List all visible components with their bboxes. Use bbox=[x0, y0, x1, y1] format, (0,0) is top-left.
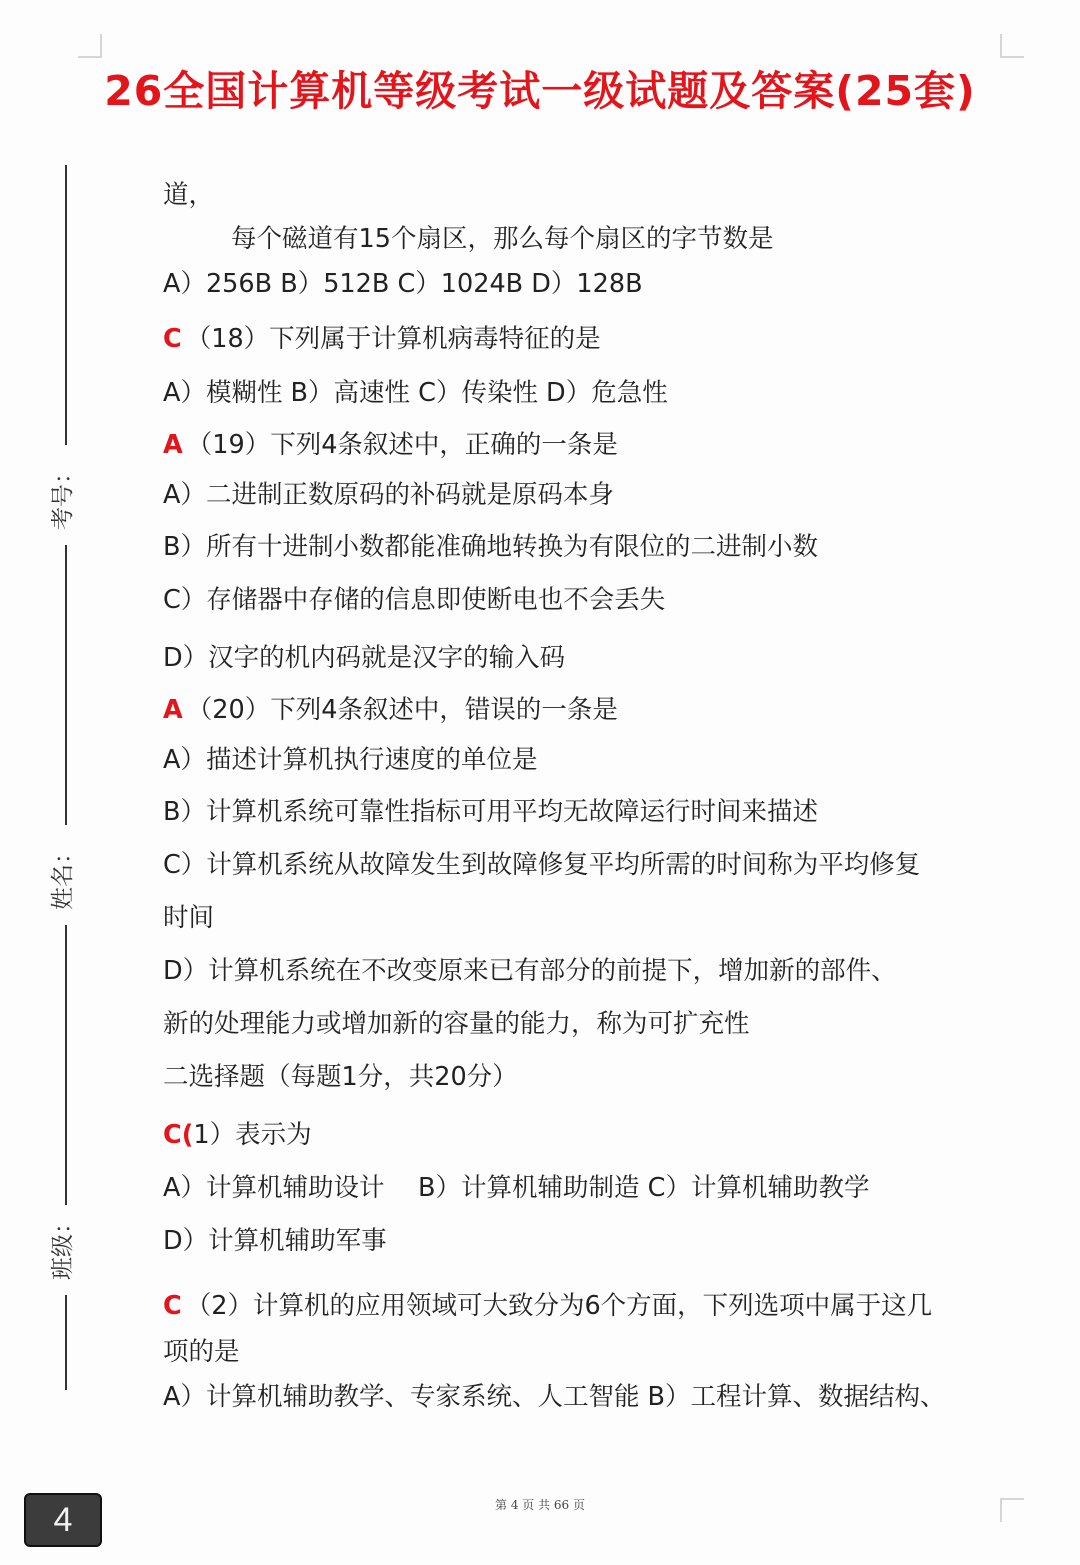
question-text: 1）表示为 bbox=[193, 1120, 312, 1150]
answer-mark: C bbox=[163, 1291, 182, 1321]
section-heading: 二选择题（每题1分，共20分） bbox=[163, 1062, 518, 1092]
option-c: C）存储器中存储的信息即使断电也不会丢失 bbox=[163, 585, 666, 615]
answer-mark: C bbox=[163, 324, 182, 354]
options-line: A）模糊性 B）高速性 C）传染性 D）危急性 bbox=[163, 378, 668, 408]
option-c-continued: 时间 bbox=[163, 903, 215, 933]
option-b: B）计算机系统可靠性指标可用平均无故障运行时间来描述 bbox=[163, 797, 818, 827]
crop-mark-top-right bbox=[1000, 34, 1024, 58]
option-a: A）描述计算机执行速度的单位是 bbox=[163, 745, 538, 775]
option-d-continued: 新的处理能力或增加新的容量的能力，称为可扩充性 bbox=[163, 1009, 750, 1039]
option-d: D）计算机辅助军事 bbox=[163, 1226, 387, 1256]
question-text: （19）下列4条叙述中，正确的一条是 bbox=[186, 430, 618, 460]
binding-line bbox=[65, 925, 67, 1205]
answer-mark: A bbox=[163, 695, 183, 725]
question-text: （20）下列4条叙述中，错误的一条是 bbox=[186, 695, 618, 725]
binding-line bbox=[65, 545, 67, 825]
question-1 bbox=[163, 1118, 312, 1152]
answer-mark: C( bbox=[163, 1120, 194, 1150]
document-title: 26全国计算机等级考试一级试题及答案(25套) bbox=[104, 67, 976, 115]
question-20 bbox=[163, 693, 618, 727]
text-line: 每个磁道有15个扇区，那么每个扇区的字节数是 bbox=[231, 224, 774, 254]
option-c: C）计算机系统从故障发生到故障修复平均所需的时间称为平均修复 bbox=[163, 850, 921, 880]
name-label: 姓名： bbox=[49, 840, 76, 910]
option-d: D）汉字的机内码就是汉字的输入码 bbox=[163, 643, 566, 673]
answer-mark: A bbox=[163, 430, 183, 460]
binding-line bbox=[65, 165, 67, 445]
exam-number-label: 考号： bbox=[49, 460, 76, 530]
option-a: A）二进制正数原码的补码就是原码本身 bbox=[163, 480, 614, 510]
question-2-continued: 项的是 bbox=[163, 1337, 240, 1367]
question-18 bbox=[163, 322, 601, 356]
question-text: （18）下列属于计算机病毒特征的是 bbox=[185, 324, 601, 354]
binding-line bbox=[65, 1295, 67, 1390]
page-footer: 第 4 页 共 66 页 bbox=[495, 1498, 585, 1512]
class-label: 班级： bbox=[49, 1210, 76, 1280]
question-19 bbox=[163, 428, 618, 462]
crop-mark-top-left bbox=[78, 34, 102, 58]
question-text: （2）计算机的应用领域可大致分为6个方面，下列选项中属于这几 bbox=[185, 1291, 933, 1321]
text-line: 道， bbox=[163, 180, 215, 210]
question-2 bbox=[163, 1289, 932, 1323]
options-line: A）计算机辅助教学、专家系统、人工智能 B）工程计算、数据结构、 bbox=[163, 1382, 946, 1412]
option-b: B）所有十进制小数都能准确地转换为有限位的二进制小数 bbox=[163, 532, 818, 562]
option-d: D）计算机系统在不改变原来已有部分的前提下，增加新的部件、 bbox=[163, 956, 897, 986]
page-number-badge: 4 bbox=[24, 1493, 102, 1547]
options-line: A）256B B）512B C）1024B D）128B bbox=[163, 269, 643, 299]
options-line: A）计算机辅助设计 B）计算机辅助制造 C）计算机辅助教学 bbox=[163, 1173, 870, 1203]
